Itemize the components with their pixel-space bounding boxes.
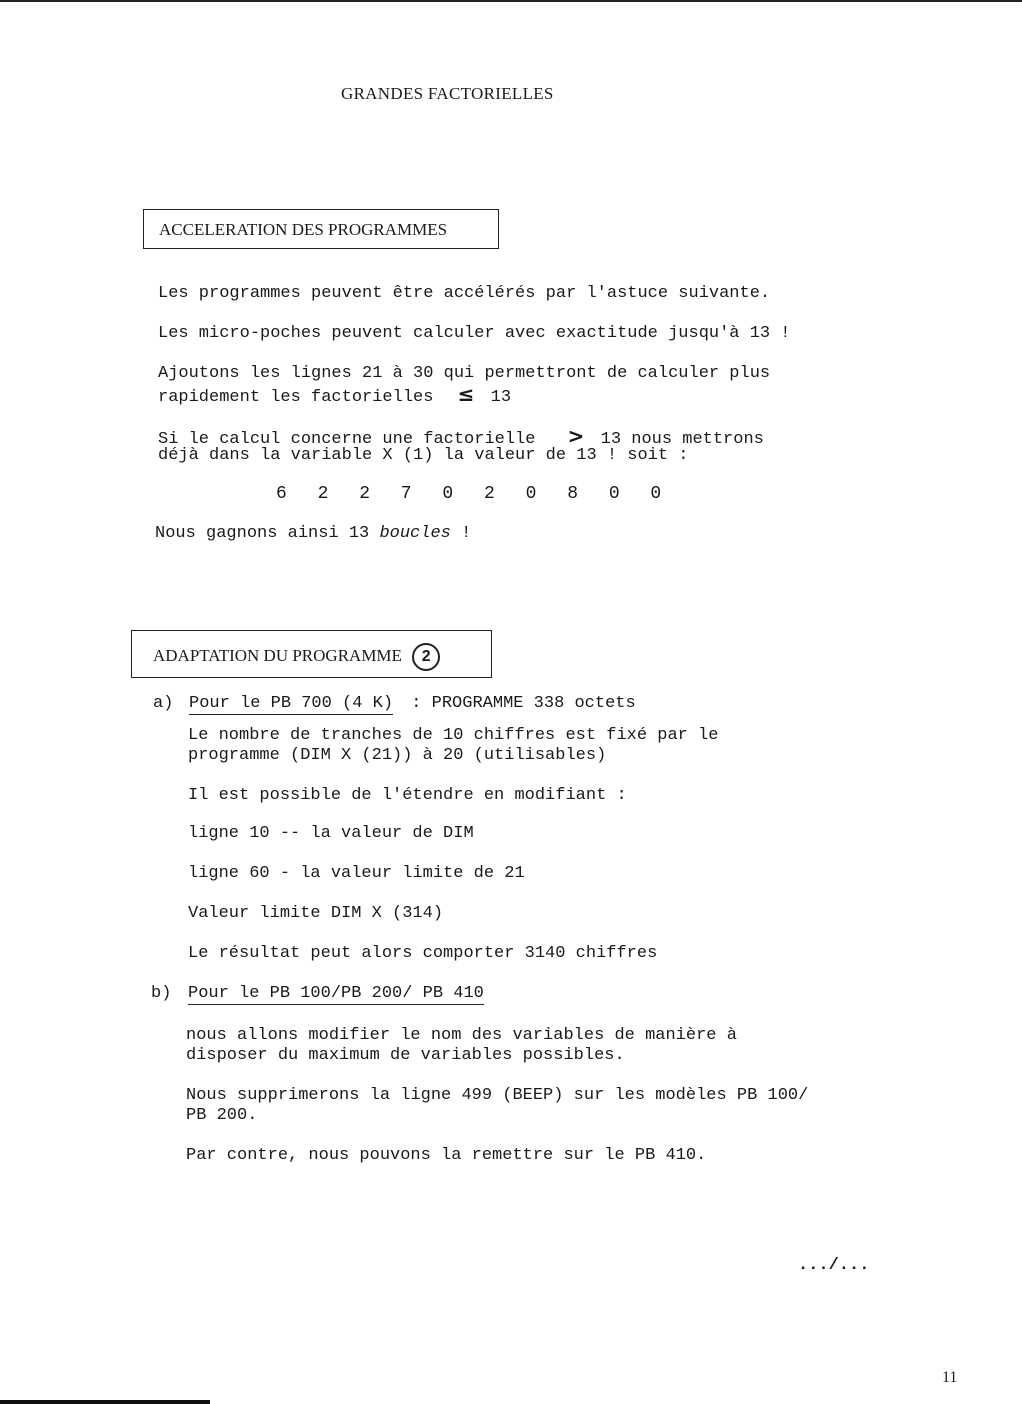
item-marker-a: a) — [153, 694, 174, 713]
item-a-suffix: : PROGRAMME 338 octets — [411, 694, 636, 713]
section-heading-text: ADAPTATION DU PROGRAMME — [153, 645, 402, 665]
section-heading-adaptation — [153, 643, 440, 671]
body-fragment: 13 — [490, 388, 512, 407]
top-edge-rule — [0, 0, 1022, 2]
less-or-equal-symbol: ≤ — [457, 382, 475, 406]
factorial-13-value: 6 2 2 7 0 2 0 8 0 0 — [276, 484, 672, 504]
body-line: ligne 10 -- la valeur de DIM — [188, 824, 474, 843]
body-line — [158, 384, 511, 408]
section-heading-box-adaptation — [131, 630, 492, 678]
body-line: déjà dans la variable X (1) la valeur de 13 ! soit : — [158, 446, 689, 465]
body-line: programme (DIM X (21)) à 20 (utilisables) — [188, 746, 607, 765]
body-line: Le résultat peut alors comporter 3140 chiffres — [188, 944, 658, 963]
item-a-title: Pour le PB 700 (4 K) — [189, 694, 394, 713]
body-line: Nous supprimerons la ligne 499 (BEEP) sur les modèles PB 100/ — [186, 1086, 809, 1105]
body-line: ligne 60 - la valeur limite de 21 — [188, 864, 525, 883]
section-heading-box-acceleration — [143, 209, 499, 249]
body-fragment: 13 nous mettrons — [600, 430, 764, 449]
body-line: Le nombre de tranches de 10 chiffres est fixé par le — [188, 726, 719, 745]
item-b-title: Pour le PB 100/PB 200/ PB 410 — [188, 984, 484, 1003]
body-line: Les programmes peuvent être accélérés par l'astuce suivante. — [158, 284, 771, 303]
body-line: Il est possible de l'étendre en modifiant : — [188, 786, 627, 805]
page-title: GRANDES FACTORIELLES — [341, 84, 554, 103]
body-line: PB 200. — [186, 1106, 258, 1125]
body-line — [155, 524, 471, 544]
circled-number-badge: 2 — [412, 643, 440, 671]
body-fragment: Si le calcul concerne une factorielle — [158, 430, 536, 449]
body-line: nous allons modifier le nom des variables de manière à — [186, 1026, 737, 1045]
body-fragment: rapidement les factorielles — [158, 388, 434, 407]
body-line: Ajoutons les lignes 21 à 30 qui permettront de calculer plus — [158, 364, 771, 383]
body-line: Les micro-poches peuvent calculer avec exactitude jusqu'à 13 ! — [158, 324, 791, 343]
greater-than-symbol: > — [567, 424, 585, 448]
body-line: Valeur limite DIM X (314) — [188, 904, 444, 923]
body-line: disposer du maximum de variables possibles. — [186, 1046, 625, 1065]
body-fragment: Nous gagnons ainsi 13 — [155, 524, 370, 543]
item-b-heading — [188, 984, 484, 1004]
page-number: 11 — [942, 1369, 958, 1386]
item-a-heading — [189, 694, 636, 714]
body-line: Par contre, nous pouvons la remettre sur le PB 410. — [186, 1146, 707, 1165]
bottom-edge-mark — [0, 1400, 210, 1404]
item-marker-b: b) — [151, 984, 172, 1003]
continuation-marker: .../... — [798, 1256, 870, 1275]
body-fragment: ! — [461, 524, 472, 543]
section-heading-acceleration: ACCELERATION DES PROGRAMMES — [159, 220, 448, 239]
handwritten-word: boucles — [379, 524, 451, 543]
